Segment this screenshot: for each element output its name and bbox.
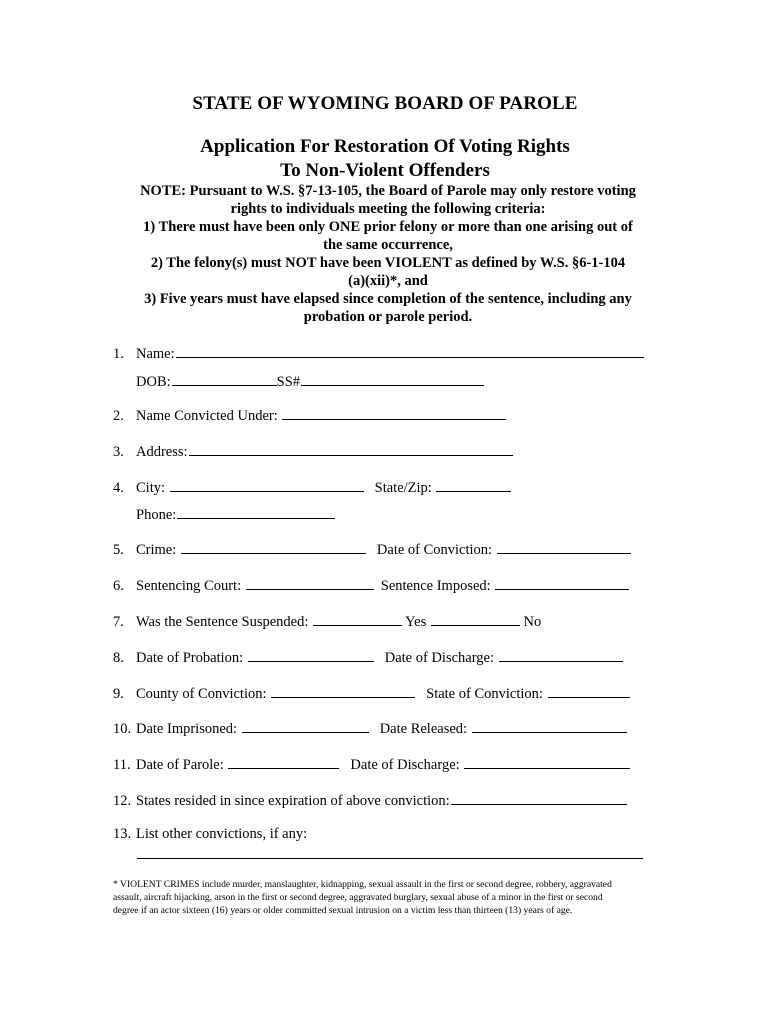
item-number: 9. [113,686,124,702]
sentencing-court-label: Sentencing Court: [136,578,242,594]
date-imprisoned-input-line[interactable] [242,718,369,733]
name-convicted-input-line[interactable] [282,405,506,420]
item-number: 4. [113,480,124,496]
city-input-line[interactable] [170,477,364,492]
phone-input-line[interactable] [177,504,335,519]
name-label: Name: [136,346,175,362]
field-imprisoned-row [113,718,627,738]
field-parole-row [113,754,630,774]
field-suspended-row [113,611,541,631]
states-resided-input-line[interactable] [451,790,627,805]
form-subtitle-line1: Application For Restoration Of Voting Rights [200,136,570,157]
state-of-conviction-label: State of Conviction: [426,686,543,702]
eligibility-note [108,182,668,326]
date-released-label: Date Released: [379,721,468,737]
other-convictions-input-line[interactable] [137,844,643,859]
criterion-2-line2: (a)(xii)*, and [348,273,428,289]
date-released-input-line[interactable] [472,718,627,733]
county-of-conviction-label: County of Conviction: [136,686,267,702]
field-address-row [113,441,513,461]
suspended-yes-input-line[interactable] [313,611,402,626]
county-of-conviction-input-line[interactable] [271,683,415,698]
ssn-label: SS# [276,374,301,390]
field-probation-row [113,647,623,667]
criterion-1-line1: 1) There must have been only ONE prior felony or more than one arising out of [143,219,633,235]
address-input-line[interactable] [189,441,513,456]
sentence-imposed-label: Sentence Imposed: [380,578,491,594]
field-sentencing-row [113,575,629,595]
ssn-input-line[interactable] [301,371,484,386]
date-of-parole-input-line[interactable] [228,754,339,769]
city-label: City: [136,480,166,496]
other-convictions-label: List other convictions, if any: [136,826,308,842]
note-intro-line2: rights to individuals meeting the following criteria: [230,201,546,217]
phone-label: Phone: [136,507,177,523]
state-of-conviction-input-line[interactable] [548,683,630,698]
sentence-suspended-label: Was the Sentence Suspended: [136,614,309,630]
parole-discharge-input-line[interactable] [464,754,630,769]
field-phone-row [136,504,335,524]
address-label: Address: [136,444,188,460]
field-dob-row [136,371,484,391]
sentence-imposed-input-line[interactable] [495,575,629,590]
no-label: No [523,614,542,630]
field-other-convictions-line-row [136,844,643,864]
field-name-convicted-row [113,405,506,425]
states-resided-label: States resided in since expiration of above conviction: [136,793,450,809]
field-city-row [113,477,511,497]
crime-label: Crime: [136,542,177,558]
criterion-3-line2: probation or parole period. [303,309,473,325]
date-of-discharge-label: Date of Discharge: [384,650,494,666]
dob-label: DOB: [136,374,171,390]
item-number: 5. [113,542,124,558]
date-of-probation-input-line[interactable] [248,647,374,662]
criterion-2-line1: 2) The felony(s) must NOT have been VIOLENT as defined by W.S. §6-1-104 [150,255,626,271]
probation-discharge-input-line[interactable] [499,647,623,662]
state-zip-label: State/Zip: [374,480,432,496]
item-number: 2. [113,408,124,424]
item-number: 1. [113,346,124,362]
parole-discharge-label: Date of Discharge: [350,757,460,773]
item-number: 3. [113,444,124,460]
sentencing-court-input-line[interactable] [246,575,374,590]
field-states-resided-row [113,790,627,810]
yes-label: Yes [405,614,427,630]
field-other-convictions-row [113,826,307,843]
footnote-line1: * VIOLENT CRIMES include murder, manslaughter, kidnapping, sexual assault in the first or second degree, robbery, aggravated [113,879,612,890]
name-convicted-label: Name Convicted Under: [136,408,278,424]
field-name-row [113,343,644,363]
dob-input-line[interactable] [172,371,277,386]
criterion-3-line1: 3) Five years must have elapsed since completion of the sentence, including any [144,291,632,307]
state-zip-input-line[interactable] [436,477,511,492]
field-county-row [113,683,630,703]
footnote-line3: degree if an actor sixteen (16) years or older committed sexual intrusion on a victim less than thirteen (13) years of age. [113,905,573,916]
form-subtitle-line2: To Non-Violent Offenders [280,160,490,181]
name-input-line[interactable] [176,343,644,358]
item-number: 8. [113,650,124,666]
field-crime-row [113,539,631,559]
date-imprisoned-label: Date Imprisoned: [136,721,238,737]
item-number: 12. [113,793,132,809]
date-of-conviction-input-line[interactable] [497,539,631,554]
item-number: 13. [113,826,132,842]
item-number: 10. [113,721,132,737]
item-number: 6. [113,578,124,594]
date-of-parole-label: Date of Parole: [136,757,224,773]
item-number: 7. [113,614,124,630]
note-intro-line1: NOTE: Pursuant to W.S. §7-13-105, the Board of Parole may only restore voting [140,183,636,199]
crime-input-line[interactable] [181,539,366,554]
item-number: 11. [113,757,131,773]
page-title: STATE OF WYOMING BOARD OF PAROLE [192,93,578,114]
violent-crimes-footnote [113,878,653,917]
footnote-line2: assault, aircraft hijacking, arson in the first or second degree, aggravated burglary, sexual abuse of a minor in the first or second [113,892,603,903]
criterion-1-line2: the same occurrence, [323,237,453,253]
suspended-no-input-line[interactable] [431,611,520,626]
date-of-conviction-label: Date of Conviction: [376,542,493,558]
date-of-probation-label: Date of Probation: [136,650,244,666]
